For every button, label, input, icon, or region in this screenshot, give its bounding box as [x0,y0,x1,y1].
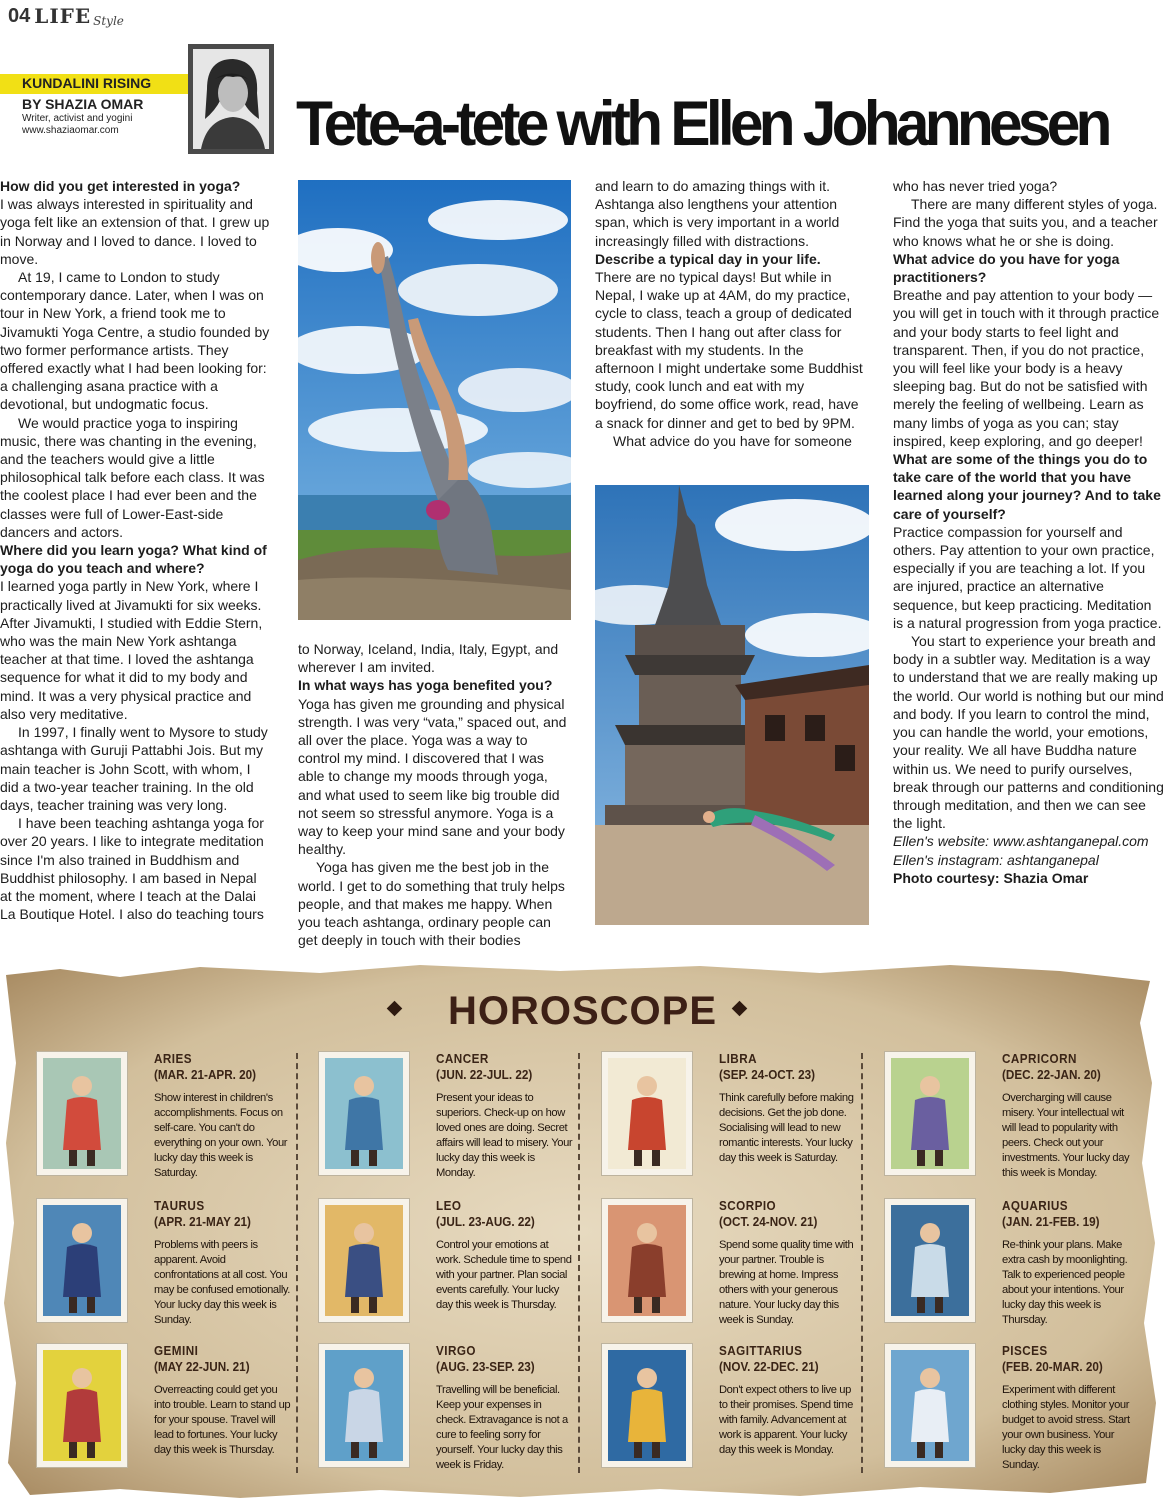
kicker-bar [0,74,188,94]
paragraph: Yoga has given me grounding and physical strength. I was very “vata,” spaced out, and all over the place. Yoga was a way to control my mind. I discovered that I was able to change my moods through yoga, and what used to seem like big trouble did not seem so stressful anymore. Yoga is a way to keep your mind sane and your body healthy. [298,695,567,858]
byline-website: www.shaziaomar.com [22,125,119,136]
article-column-3 [595,177,865,450]
sign-name: SAGITTARIUS [719,1343,803,1358]
sign-sagittarius [601,1343,851,1478]
sign-gemini [36,1343,291,1478]
paragraph: You start to experience your breath and body in a subtler way. Meditation is a way to understand that we are really making up the world. Our world is nothing but our mind and body. If you learn to control the mind, you can handle the world, your emotions, your reality. We all have Buddha nature within us. We need to purify ourselves, break through our patterns and conditioning through meditation, and then we can see the light. [893,633,1164,832]
sign-taurus [36,1198,290,1333]
zodiac-illustration [43,1058,121,1169]
article-column-2 [298,640,570,949]
zodiac-illustration [891,1350,969,1461]
sign-forecast: Don't expect others to live up to their promises. Spend time with family. Advancement at work is apparent. Your lucky day this week is Monday. [719,1384,853,1456]
sign-card [36,1198,128,1323]
sign-card [884,1051,976,1176]
sign-forecast: Re-think your plans. Make extra cash by moonlighting. Talk to experienced people about your intentions. Your lucky day this week is Thursday. [1002,1239,1128,1326]
interview-question: In what ways has yoga benefited you? [298,677,553,694]
yoga-photo-temple [595,485,869,925]
sign-leo [318,1198,572,1333]
page-number: 04 [8,5,31,27]
sign-forecast: Experiment with different clothing styles. Monitor your budget to avoid stress. Start your own business. Your lucky day this week is Sunday. [1002,1384,1130,1471]
sign-card [884,1343,976,1468]
zodiac-illustration [608,1350,686,1461]
paragraph: What advice do you have for someone [613,432,852,449]
interview-question: What are some of the things you do to take care of the world that you have learned along your journey? And to take care of yourself? [893,451,1161,522]
sign-dates: (JUL. 23-AUG. 22) [436,1214,535,1229]
section-name: Style [93,14,124,28]
zodiac-illustration [325,1058,403,1169]
photo-credit: Photo courtesy: Shazia Omar [893,869,1089,886]
paragraph: I learned yoga partly in New York, where I practically lived at Jivamukti for six weeks. After Jivamukti, I studied with Eddie Stern, who was the main New York ashtanga teacher at that time. I loved the ashtanga sequence for what it did to my body and mind. It was a very physical practice and also very meditative. [0,578,263,722]
paragraph: In 1997, I finally went to Mysore to study ashtanga with Guruji Pattabhi Jois. But my main teacher is John Scott, with whom, I did a two-year teacher training. In the old days, teacher training was very long. [0,724,268,813]
sign-card [884,1198,976,1323]
zodiac-illustration [43,1205,121,1316]
zodiac-illustration [325,1350,403,1461]
sign-aries [36,1051,286,1186]
sign-forecast: Overcharging will cause misery. Your intellectual wit will lead to popularity with peers. Check out your investments. Your lucky day this week is Monday. [1002,1092,1130,1179]
byline-name: BY SHAZIA OMAR [22,96,144,112]
zodiac-illustration [608,1205,686,1316]
paragraph: I have been teaching ashtanga yoga for over 20 years. I like to integrate meditation since I'm also trained in Buddhism and Buddhist philosophy. I am based in Nepal at the moment, where I teach at the Dalai La Boutique Hotel. I also do teaching tours [0,815,264,923]
paragraph: We would practice yoga to inspiring music, there was chanting in the evening, and the teachers would give a little philosophical talk before each class. It was the coolest place I had ever been and the classes were full of Lower-East-side dancers and actors. [0,414,265,540]
page-header [8,4,124,28]
interview-question: What advice do you have for yoga practitioners? [893,250,1120,286]
column-divider [296,1053,298,1473]
zodiac-illustration [891,1205,969,1316]
kicker-text: KUNDALINI RISING [22,75,152,91]
sign-forecast: Present your ideas to superiors. Check-up on how loved ones are doing. Secret affairs will lead to misery. Your lucky day this week is Monday. [436,1092,573,1179]
sign-name: AQUARIUS [1002,1198,1069,1213]
zodiac-illustration [43,1350,121,1461]
sign-forecast: Control your emotions at work. Schedule time to spend with your partner. Plan social events carefully. Your lucky day this week is Thursday. [436,1239,572,1311]
sign-dates: (DEC. 22-JAN. 20) [1002,1067,1101,1082]
sign-card [36,1051,128,1176]
sign-forecast: Show interest in children's accomplishments. Focus on self-care. You can't do everything on your own. Your lucky day this week is Saturday. [154,1092,288,1179]
sign-name: SCORPIO [719,1198,777,1213]
horoscope-title: HOROSCOPE [447,989,718,1033]
contact-line: Ellen's instagram: ashtanganepal [893,851,1099,868]
magazine-logo: LIFE [34,4,92,28]
paragraph: Breathe and pay attention to your body — you will get in touch with it through practice and your body starts to feel light and transparent. Then, if you do not practice, you will feel like your body is a heavy sleeping bag. But do not be satisfied with merely the feeling of wellbeing. Learn as many limbs of yoga as you can; stay inspired, keep exploring, and go deeper! [893,287,1160,449]
sign-name: CANCER [436,1051,489,1066]
sign-cancer [318,1051,573,1186]
yoga-photo-lake [298,180,571,620]
column-divider [578,1053,580,1473]
sign-card [36,1343,128,1468]
sign-capricorn [884,1051,1134,1186]
sign-forecast: Think carefully before making decisions. Get the job done. Socialising will lead to new romantic interests. Your lucky day this week is Saturday. [719,1092,854,1164]
zodiac-illustration [325,1205,403,1316]
sign-card [601,1343,693,1468]
sign-name: CAPRICORN [1002,1051,1077,1066]
sign-card [318,1198,410,1323]
paragraph: I was always interested in spirituality and yoga felt like an extension of that. I grew up in Norway and I loved to dance. I loved to move. [0,196,270,267]
sign-card [601,1198,693,1323]
paragraph: There are no typical days! But while in Nepal, I wake up at 4AM, do my practice, cycle to class, teach a group of dedicated students. Then I hang out after class for breakfast with my students. In the afternoon I might undertake some Buddhist study, cook lunch and eat with my boyfriend, do some office work, read, have a snack for dinner and get to bed by 9PM. [595,269,863,431]
interview-question: Describe a typical day in your life. [595,250,821,267]
sign-name: PISCES [1002,1343,1048,1358]
sign-dates: (JUN. 22-JUL. 22) [436,1067,533,1082]
article-column-1 [0,177,272,923]
article-headline: Tete-a-tete with Ellen Johannesen [296,89,1108,159]
sign-name: LEO [436,1198,462,1213]
sign-card [318,1051,410,1176]
sign-name: LIBRA [719,1051,757,1066]
sign-forecast: Spend some quality time with your partner. Trouble is brewing at home. Impress others with your generous nature. Your lucky day this week is Sunday. [719,1239,854,1326]
sign-dates: (AUG. 23-SEP. 23) [436,1359,535,1374]
sign-libra [601,1051,854,1186]
sign-dates: (NOV. 22-DEC. 21) [719,1359,819,1374]
byline-title: Writer, activist and yogini [22,113,133,124]
paragraph: Yoga has given me the best job in the world. I get to do something that truly helps people, and that makes me happy. When you teach ashtanga, ordinary people can get deeply in touch with their bodies [298,859,565,949]
author-portrait [188,44,274,154]
sign-name: ARIES [154,1051,193,1066]
paragraph: Practice compassion for yourself and others. Pay attention to your own practice, especially if you are teaching a lot. If you are injured, practice an alternative sequence, but keep practicing. Meditation is a natural progression from yoga practice. [893,523,1162,631]
sign-forecast: Overreacting could get you into trouble. Learn to stand up for your spouse. Travel will lead to fortunes. Your lucky day this week is Thursday. [154,1384,291,1456]
sign-name: TAURUS [154,1198,205,1213]
sign-forecast: Travelling will be beneficial. Keep your expenses in check. Extravagance is not a cure to feeling sorry for yourself. Your lucky day this week is Friday. [436,1384,568,1471]
sign-forecast: Problems with peers is apparent. Avoid confrontations at all cost. You may be confused emotionally. Your lucky day this week is Sunday. [154,1239,290,1326]
sign-pisces [884,1343,1134,1478]
sign-dates: (OCT. 24-NOV. 21) [719,1214,818,1229]
sign-dates: (SEP. 24-OCT. 23) [719,1067,816,1082]
sign-dates: (MAY 22-JUN. 21) [154,1359,250,1374]
zodiac-illustration [891,1058,969,1169]
sign-name: GEMINI [154,1343,199,1358]
interview-question: Where did you learn yoga? What kind of yoga do you teach and where? [0,542,267,577]
paragraph: At 19, I came to London to study contemporary dance. Later, when I was on tour in New York, a friend took me to Jivamukti Yoga Centre, a studio founded by two former performance artists. They offered exactly what I had been looking for: a challenging asana practice with a devotional, but undogmatic focus. [0,269,270,413]
interview-question: How did you get interested in yoga? [0,178,241,194]
paragraph: who has never tried yoga? [893,178,1058,194]
sign-dates: (FEB. 20-MAR. 20) [1002,1359,1103,1374]
sign-card [318,1343,410,1468]
contact-line: Ellen's website: www.ashtanganepal.com [893,833,1149,850]
article-column-4 [893,177,1165,887]
paragraph: There are many different styles of yoga. Find the yoga that suits you, and a teacher who knows what he or she is doing. [893,196,1158,249]
paragraph: and learn to do amazing things with it. Ashtanga also lengthens your attention span, which is very important in a world increasingly filled with distractions. [595,178,840,249]
sign-virgo [318,1343,568,1478]
horoscope-section [0,963,1165,1500]
paragraph: to Norway, Iceland, India, Italy, Egypt, and wherever I am invited. [298,641,559,676]
sign-name: VIRGO [436,1343,476,1358]
sign-scorpio [601,1198,854,1333]
sign-dates: (MAR. 21-APR. 20) [154,1067,257,1082]
sign-aquarius [884,1198,1134,1333]
sign-dates: (JAN. 21-FEB. 19) [1002,1214,1100,1229]
zodiac-illustration [608,1058,686,1169]
sign-dates: (APR. 21-MAY 21) [154,1214,251,1229]
sign-card [601,1051,693,1176]
column-divider [861,1053,863,1473]
